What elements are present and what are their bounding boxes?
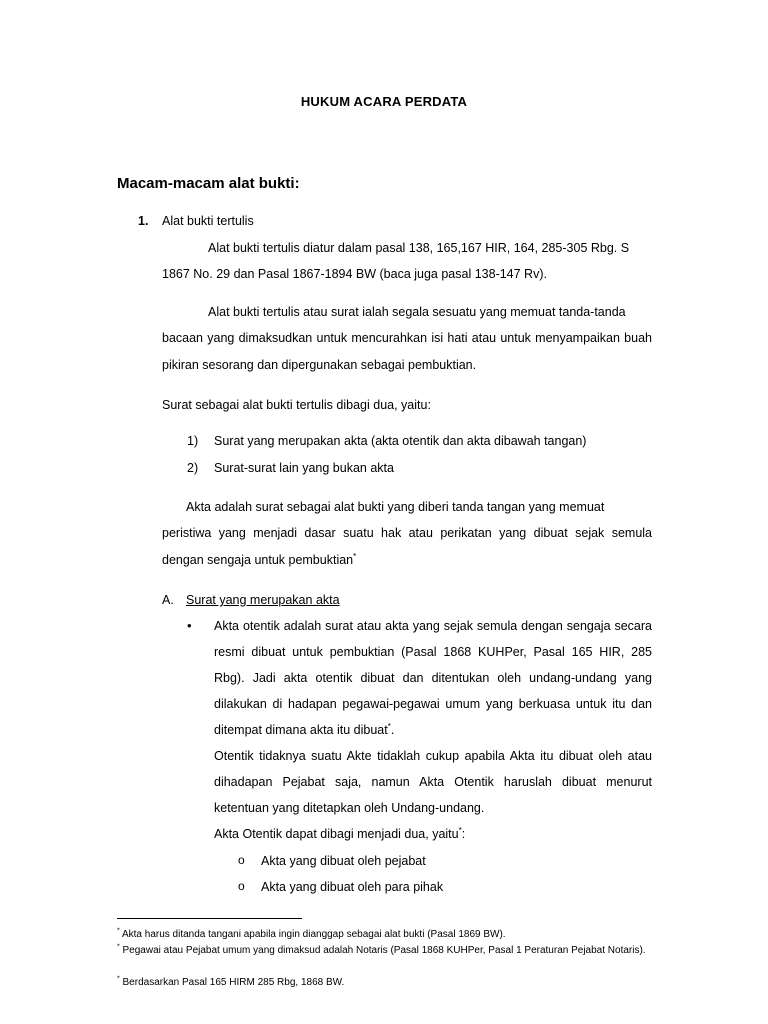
paragraph-line: 1867 No. 29 dan Pasal 1867-1894 BW (baca juga pasal 138-147 Rv). [162, 267, 547, 281]
punctuation: : [461, 827, 466, 841]
footnote-marker: * [117, 943, 120, 951]
list-marker: 2) [187, 461, 199, 475]
sub-list-item: Akta yang dibuat oleh pejabat [261, 854, 426, 868]
paragraph [162, 520, 652, 573]
bullet-text: Otentik tidaknya suatu Akte tidaklah cukup apabila Akta itu dibuat oleh atau dihadapan Pejabat saja, namun Akta Otentik haruslah dibuat menurut ketentuan yang ditetapkan oleh Undang-undang. [214, 749, 652, 815]
footnote-reference[interactable]: * [353, 551, 357, 561]
list-number: 1. [138, 214, 149, 228]
list-item: Surat yang merupakan akta (akta otentik dan akta dibawah tangan) [214, 434, 587, 448]
paragraph-line: Alat bukti tertulis atau surat ialah segala sesuatu yang memuat tanda-tanda [208, 305, 626, 319]
bullet-text: Akta otentik adalah surat atau akta yang sejak semula dengan sengaja secara resmi dibuat untuk pembuktian (Pasal 1868 KUHPer, Pasal 165 HIR, 285 Rbg). Jadi akta otentik dibuat dan ditentukan oleh undang-undang yang dilakukan di hadapan pegawai-pegawai umum yang berkuasa untuk itu dan ditempat dimana akta itu dibuat [214, 619, 652, 737]
paragraph: bacaan yang dimaksudkan untuk mencurahkan isi hati atau untuk menyampaikan buah pikiran sesorang dan dipergunakan sebagai pembuktian. [162, 331, 652, 372]
sub-list-item: Akta yang dibuat oleh para pihak [261, 880, 444, 894]
bullet-icon: • [187, 618, 192, 633]
bullet-paragraph [214, 613, 652, 847]
footnote-reference[interactable]: * [458, 825, 462, 835]
subsection-marker: A. [162, 593, 174, 607]
footnote-text: Pegawai atau Pejabat umum yang dimaksud adalah Notaris (Pasal 1868 KUHPer, Pasal 1 Peraturan Pejabat Notaris). [122, 945, 646, 956]
footnote-marker: * [117, 927, 120, 935]
list-item: Surat-surat lain yang bukan akta [214, 461, 394, 475]
paragraph-text: peristiwa yang menjadi dasar suatu hak atau perikatan yang dibuat sejak semula dengan sengaja untuk pembuktian [162, 526, 652, 567]
list-marker: 1) [187, 434, 199, 448]
footnote [117, 944, 647, 959]
footnote [117, 976, 647, 991]
footnote-text: Akta harus ditanda tangani apabila ingin dianggap sebagai alat bukti (Pasal 1869 BW). [121, 929, 506, 940]
paragraph-line: Alat bukti tertulis diatur dalam pasal 138, 165,167 HIR, 164, 285-305 Rbg. S [208, 241, 630, 255]
subsection-heading [186, 593, 340, 607]
circle-bullet-icon: o [238, 879, 245, 893]
paragraph-line: Surat sebagai alat bukti tertulis dibagi dua, yaitu: [162, 398, 431, 412]
paragraph-line: Akta adalah surat sebagai alat bukti yang diberi tanda tangan yang memuat [186, 500, 605, 514]
punctuation: . [390, 723, 395, 737]
subsection-heading-text: Surat yang merupakan akta [186, 593, 340, 607]
footnote-reference[interactable]: * [387, 721, 391, 731]
footnote-text: Berdasarkan Pasal 165 HIRM 285 Rbg, 1868 BW. [122, 977, 345, 988]
item-heading: Alat bukti tertulis [162, 214, 254, 228]
page-title: HUKUM ACARA PERDATA [300, 94, 468, 109]
footnote [117, 928, 647, 943]
footnote-marker: * [117, 975, 120, 983]
bullet-text: Akta Otentik dapat dibagi menjadi dua, yaitu [214, 827, 459, 841]
circle-bullet-icon: o [238, 853, 245, 867]
footnote-separator [117, 918, 302, 919]
section-heading: Macam-macam alat bukti: [117, 175, 300, 192]
